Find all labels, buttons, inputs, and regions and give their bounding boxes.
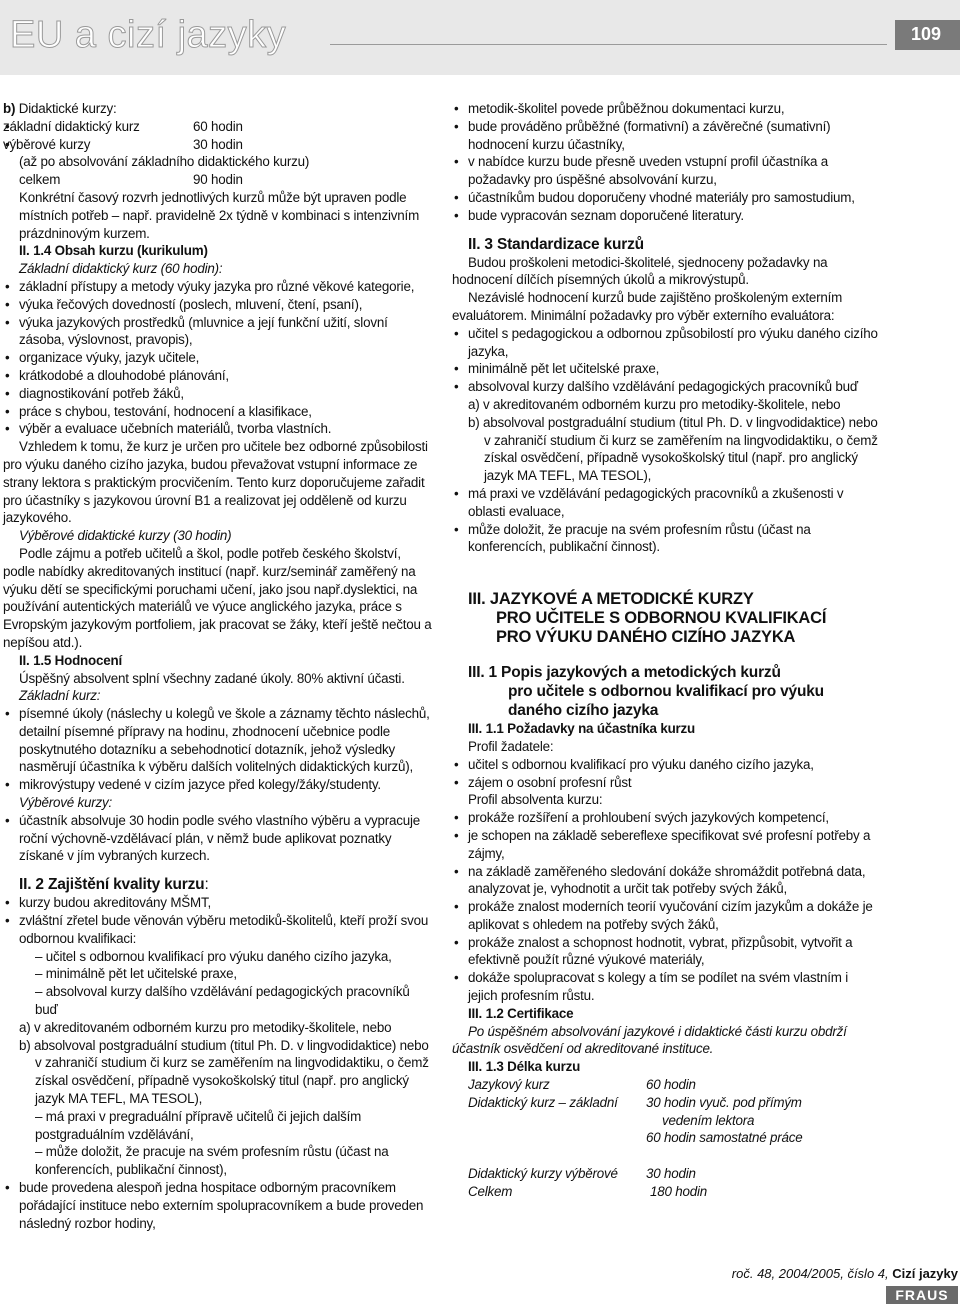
heading-iii-1-1: III. 1.1 Požadavky na účastníka kurzu bbox=[468, 721, 696, 737]
elective-eval-subheading: Výběrové kurzy: bbox=[19, 795, 113, 811]
list-item: • absolvoval kurzy dalšího vzdělávání pedagogických pracovníků buď bbox=[452, 378, 880, 396]
elective-course-subheading: Výběrové didaktické kurzy (30 hodin) bbox=[19, 528, 232, 544]
applicant-profile-label: Profil žadatele: bbox=[468, 738, 554, 754]
publisher-logo: FRAUS bbox=[886, 1286, 958, 1304]
sub-item: – může doložit, že pracuje na svém profesním růstu (účast na konferencích, publikační činnost), bbox=[35, 1144, 389, 1178]
elective-note: (až po absolvování základního didaktického kurzu) bbox=[19, 154, 310, 170]
sub-item: b) absolvoval postgraduální studium (titul Ph. D. v lingvodidaktice) nebo v zahraničí studium či kurz se zaměřením na lingvodidaktiku, o čemž získal osvědčení, případně vysokoškolský titul (např. pro anglický jazyk MA TEFL, MA TESOL), bbox=[468, 414, 878, 484]
list-item: • základní přístupy a metody výuky jazyka pro různé věkové kategorie, bbox=[3, 278, 435, 296]
list-item: • kurzy budou akreditovány MŠMT, bbox=[3, 894, 435, 912]
list-item: • prokáže znalost a schopnost hodnotit, vybrat, přizpůsobit, vytvořit a efektivně použít různé výukové materiály, bbox=[452, 934, 880, 970]
sub-item: – minimálně pět let učitelské praxe, bbox=[35, 966, 237, 982]
list-item: • zájem o osobní profesní růst bbox=[452, 774, 880, 792]
list-item: • mikrovýstupy vedené v cizím jazyce před kolegy/žáky/studenty. bbox=[3, 776, 435, 794]
list-item: • účastník absolvuje 30 hodin podle svého vlastního výběru a vypracuje roční výchovně-vzdělávací plán, v němž bude aplikovat poznatky získané v jím vybraných kurzech. bbox=[3, 812, 435, 865]
header-rule bbox=[330, 44, 887, 45]
sub-item: – absolvoval kurzy dalšího vzdělávání pedagogických pracovníků buď bbox=[35, 984, 410, 1018]
list-item: • výuka řečových dovedností (poslech, mluvení, čtení, psaní), bbox=[3, 296, 435, 314]
total-label: celkem bbox=[19, 172, 61, 188]
total-hours: 90 hodin bbox=[193, 172, 243, 188]
elective-paragraph: Podle zájmu a potřeb učitelů a škol, podle potřeb českého školství, podle nabídky akreditovaných institucí (např. kurz/seminář zaměřený na výuku dětí se specifickými poruchami učení, jako jsou např.dyslektici, na používání autentických materiálů ve výuce anglického jazyka, práce s Evropským jazykovým portfoliem, jak pracovat se žáky, kteří ještě nečtou a nepíšou atd.). bbox=[3, 545, 432, 650]
sub-item: a) v akreditovaném odborném kurzu pro metodiky-školitele, nebo bbox=[468, 396, 841, 412]
list-item: • účastníkům budou doporučeny vhodné materiály pro samostudium, bbox=[452, 189, 880, 207]
heading-iii: III. JAZYKOVÉ A METODICKÉ KURZY PRO UČITELE S ODBORNOU KVALIFIKACÍ PRO VÝUKU DANÉHO CIZÍHO JAZYKA bbox=[468, 590, 827, 647]
content-list bbox=[3, 278, 435, 438]
sub-item: a) v akreditovaném odborném kurzu pro metodiky-školitele, nebo bbox=[19, 1019, 392, 1035]
list-item: • práce s chybou, testování, hodnocení a klasifikace, bbox=[3, 403, 435, 421]
list-item: • je schopen na základě sebereflexe specifikovat své profesní potřeby a zájmy, bbox=[452, 827, 880, 863]
page-header bbox=[0, 0, 960, 75]
table-row: Didaktický kurz – základní 30 hodin vyuč. pod přímým bbox=[468, 1094, 802, 1110]
list-item: • organizace výuky, jazyk učitele, bbox=[3, 349, 435, 367]
sub-item: – učitel s odbornou kvalifikací pro výuku daného cizího jazyka, bbox=[35, 948, 392, 964]
list-item: • učitel s pedagogickou a odbornou způsobilostí pro výuku daného cizího jazyka, bbox=[452, 325, 880, 361]
list-item: • diagnostikování potřeb žáků, bbox=[3, 385, 435, 403]
right-column bbox=[452, 100, 880, 1201]
list-item: • zvláštní zřetel bude věnován výběru metodiků-školitelů, kteří proží svou odbornou kvalifikaci: bbox=[3, 912, 435, 948]
duration-table bbox=[468, 1076, 803, 1201]
section-title: EU a cizí jazyky bbox=[10, 14, 287, 56]
magazine-name: Cizí jazyky bbox=[892, 1266, 958, 1281]
list-item: • prokáže rozšíření a prohloubení svých jazykových kompetencí, bbox=[452, 809, 880, 827]
list-item: • v nabídce kurzu bude přesně uveden vstupní profil účastníka a požadavky pro úspěšné absolvování kurzu, bbox=[452, 153, 880, 189]
evaluation-text: Úspěšný absolvent splní všechny zadané úkoly. 80% aktivní účasti. bbox=[19, 670, 405, 686]
table-row: 60 hodin samostatné práce bbox=[646, 1130, 803, 1146]
table-row: Didaktický kurzy výběrové 30 hodin bbox=[468, 1166, 696, 1182]
sub-item: – má praxi v pregraduální přípravě učitelů či jejich dalším postgraduálním vzdělávání, bbox=[35, 1108, 362, 1142]
list-item: • výuka jazykových prostředků (mluvnice a její funkční užití, slovní zásoba, výslovnost, pravopis), bbox=[3, 314, 435, 350]
list-item: • může doložit, že pracuje na svém profesním růstu (účast na konferencích, publikační činnost). bbox=[452, 521, 880, 557]
heading-1-5: II. 1.5 Hodnocení bbox=[19, 652, 122, 668]
didactic-courses-heading: b) Didaktické kurzy: bbox=[3, 101, 117, 116]
page-number: 109 bbox=[911, 24, 942, 44]
list-item: • krátkodobé a dlouhodobé plánování, bbox=[3, 367, 435, 385]
sub-item: b) absolvoval postgraduální studium (titul Ph. D. v lingvodidaktice) nebo v zahraničí studium či kurz se zaměřením na lingvodidaktiku, o čemž získal osvědčení, případně vysokoškolský titul (např. pro anglický jazyk MA TEFL, MA TESOL), bbox=[19, 1037, 429, 1107]
table-row: Jazykový kurz 60 hodin bbox=[468, 1077, 696, 1093]
heading-iii-1: III. 1 Popis jazykových a metodických kurzů pro učitele s odbornou kvalifikací pro výuku daného cizího jazyka bbox=[468, 664, 824, 720]
list-item: • výběr a evaluace učebních materiálů, tvorba vlastních. bbox=[3, 420, 435, 438]
list-item: • dokáže spolupracovat s kolegy a tím se podílet na svém vlastním i jejich profesním růstu. bbox=[452, 969, 880, 1005]
basic-course-eval-subheading: Základní kurz: bbox=[19, 688, 101, 704]
left-column bbox=[3, 100, 435, 1232]
list-item: • prokáže znalost moderních teorií vyučování cizím jazykům a dokáže je aplikovat s ohledem na potřeby svých žáků, bbox=[452, 898, 880, 934]
list-item: • má praxi ve vzdělávání pedagogických pracovníků a zkušenosti v oblasti evaluace, bbox=[452, 485, 880, 521]
page-footer bbox=[700, 1266, 958, 1281]
elective-course-label: • výběrové kurzy bbox=[3, 136, 193, 154]
list-item: • bude provedena alespoň jedna hospitace odborným pracovníkem pořádající instituce nebo externím spolupracovníkem a bude proveden následný rozbor hodiny, bbox=[3, 1179, 435, 1232]
heading-iii-1-2: III. 1.2 Certifikace bbox=[468, 1005, 574, 1021]
table-row: vedením lektora bbox=[662, 1112, 755, 1128]
elective-course-hours: 30 hodin bbox=[193, 136, 243, 152]
list-item: • písemné úkoly (náslechy u kolegů ve škole a záznamy těchto náslechů, detailní písemné přípravy na hodinu, zhodnocení učebnice podle poskytnutého dotazníku a sebehodnoticí dotazník, jehož výsledky nasměrují účastníka k výběru dalších volitelných didaktických kurzů), bbox=[3, 705, 435, 776]
list-item: • bude vypracován seznam doporučené literatury. bbox=[452, 207, 880, 225]
list-item: • bude prováděno průběžné (formativní) a závěrečné (sumativní) hodnocení kurzu účastníky, bbox=[452, 118, 880, 154]
list-item: • na základě zaměřeného sledování dokáže shromáždit potřebná data, analyzovat je, vyhodnotit a určit tak potřeby svých žáků, bbox=[452, 863, 880, 899]
heading-1-4: II. 1.4 Obsah kurzu (kurikulum) bbox=[19, 243, 208, 259]
certification-text: Po úspěšném absolvování jazykové i didaktické části kurzu obdrží účastník osvědčení od akreditované instituce. bbox=[452, 1023, 847, 1057]
issue-info: roč. 48, 2004/2005, číslo 4, bbox=[731, 1266, 893, 1281]
lecturer-paragraph: Vzhledem k tomu, že kurz je určen pro učitele bez odborné způsobilosti pro výuku daného cizího jazyka, budou převažovat vstupní informace ze strany lektora s praktickým procvičením. Tento kurz doporučujeme zařadit pro účastníky s jazykovou úrovní B1 a realizovat jej odděleně od kurzu jazykového. bbox=[3, 439, 428, 526]
course-hours-table bbox=[3, 118, 309, 189]
standardization-paragraph-2: Nezávislé hodnocení kurzů bude zajištěno proškoleným externím evaluátorem. Minimální požadavky pro výběr externího evaluátora: bbox=[452, 290, 843, 323]
heading-ii-3: II. 3 Standardizace kurzů bbox=[468, 235, 644, 253]
standardization-paragraph-1: Budou proškoleni metodici-školitelé, sjednoceny požadavky na hodnocení dílčích písemných úkolů a mikrovýstupů. bbox=[452, 254, 828, 288]
schedule-text: Konkrétní časový rozvrh jednotlivých kurzů může být upraven podle místních potřeb – např. pravidelně 2x týdně v kombinaci s intenzivním prázdninovým kurzem. bbox=[19, 189, 420, 241]
table-row: Celkem 180 hodin bbox=[468, 1184, 708, 1200]
graduate-profile-label: Profil absolventa kurzu: bbox=[468, 792, 603, 808]
basic-course-label: • základní didaktický kurz bbox=[3, 118, 193, 136]
heading-ii-2: II. 2 Zajištění kvality kurzu: bbox=[19, 876, 209, 894]
list-item: • minimálně pět let učitelské praxe, bbox=[452, 360, 880, 378]
heading-iii-1-3: III. 1.3 Délka kurzu bbox=[468, 1059, 581, 1075]
list-item: • učitel s odbornou kvalifikací pro výuku daného cizího jazyka, bbox=[452, 756, 880, 774]
basic-course-subheading: Základní didaktický kurz (60 hodin): bbox=[19, 261, 223, 277]
list-item: • metodik-školitel povede průběžnou dokumentaci kurzu, bbox=[452, 100, 880, 118]
page-number-box bbox=[895, 20, 960, 50]
basic-course-hours: 60 hodin bbox=[193, 118, 243, 134]
